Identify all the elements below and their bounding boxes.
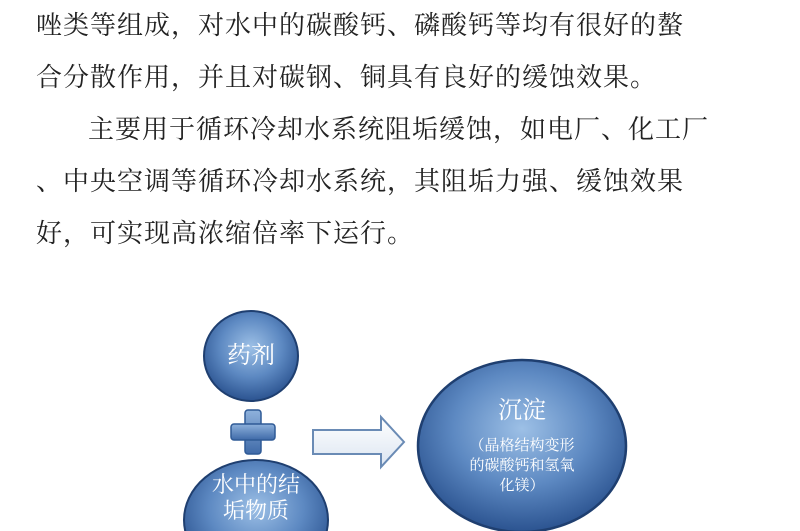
- paragraph1-line1: 唑类等组成，对水中的碳酸钙、磷酸钙等均有很好的螯: [36, 11, 685, 41]
- right-arrow-icon: [313, 417, 404, 467]
- plus-icon: [231, 410, 275, 454]
- paragraph2-line1: 主要用于循环冷却水系统阻垢缓蚀，如电厂、化工厂: [88, 115, 710, 145]
- paragraph2-line2: 、中央空调等循环冷却水系统，其阻垢力强、缓蚀效果: [36, 167, 685, 197]
- result-detail-line1: （晶格结构变形: [469, 436, 575, 454]
- paragraph1-line2: 合分散作用，并且对碳钢、铜具有良好的缓蚀效果。: [36, 63, 658, 93]
- result-detail-line3: 化镁）: [499, 476, 545, 494]
- scale-label-line1: 水中的结: [211, 473, 300, 498]
- scale-label-line2: 垢物质: [222, 499, 289, 524]
- result-title: 沉淀: [498, 396, 546, 424]
- result-detail-line2: 的碳酸钙和氢氧: [469, 456, 575, 474]
- agent-label: 药剂: [227, 341, 275, 369]
- paragraph2-line3: 好，可实现高浓缩倍率下运行。: [36, 219, 415, 249]
